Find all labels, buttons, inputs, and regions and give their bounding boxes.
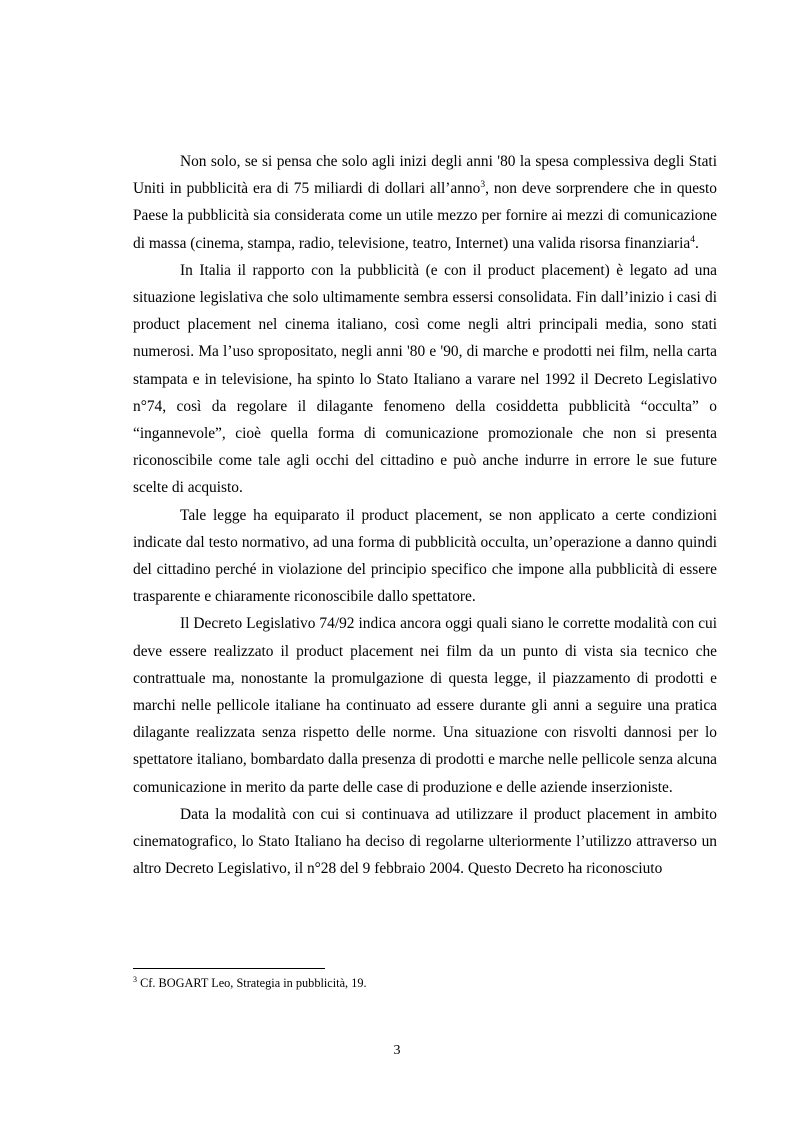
footnote (133, 975, 717, 991)
paragraph-1-text-a: Non solo, se si pensa che solo agli inizi degli anni '80 la spesa complessiva degli Stati Uniti in pubblicità era di 75 miliardi di dollari all’anno (133, 153, 717, 198)
page-number: 3 (393, 1043, 401, 1058)
paragraph-1-text-c: . (695, 234, 699, 252)
paragraph-1 (133, 148, 717, 257)
body-text (133, 148, 717, 882)
footnote-ref-4[interactable]: 4 (690, 234, 696, 245)
footnote-separator (133, 968, 325, 969)
paragraph-4: Il Decreto Legislativo 74/92 indica ancora oggi quali siano le corrette modalità con cui deve essere realizzato il product placement nei film da un punto di vista sia tecnico che contrattuale ma, nonostante la promulgazione di questa legge, il piazzamento di prodotti e marchi nelle pellicole italiane ha continuato ad essere durante gli anni a seguire una pratica dilagante realizzata senza rispetto delle norme. Una situazione con risvolti dannosi per lo spettatore italiano, bombardato dalla presenza di prodotti e marche nelle pellicole senza alcuna comunicazione in merito da parte delle case di produzione e delle aziende inserzioniste. (133, 615, 717, 796)
paragraph-5: Data la modalità con cui si continuava ad utilizzare il product placement in ambito cinematografico, lo Stato Italiano ha deciso di regolarne ulteriormente l’utilizzo attraverso un altro Decreto Legislativo, il n°28 del 9 febbraio 2004. Questo Decreto ha riconosciuto (133, 805, 717, 878)
paragraph-2: In Italia il rapporto con la pubblicità (e con il product placement) è legato ad una situazione legislativa che solo ultimamente sembra essersi consolidata. Fin dall’inizio i casi di product placement nel cinema italiano, così come negli altri principali media, sono stati numerosi. Ma l’uso spropositato, negli anni '80 e '90, di marche e prodotti nei film, nella carta stampata e in televisione, ha spinto lo Stato Italiano a varare nel 1992 il Decreto Legislativo n°74, così da regolare il dilagante fenomeno della cosiddetta pubblicità “occulta” o “ingannevole”, cioè quella forma di comunicazione promozionale che non si presenta riconoscibile come tale agli occhi del cittadino e può anche indurre in errore le sue future scelte di acquisto. (133, 261, 717, 497)
footnote-mark: 3 (133, 974, 137, 984)
paragraph-3: Tale legge ha equiparato il product placement, se non applicato a certe condizioni indicate dal testo normativo, ad una forma di pubblicità occulta, un’operazione a danno quindi del cittadino perché in violazione del principio specifico che impone alla pubblicità di essere trasparente e chiaramente riconoscibile dallo spettatore. (133, 506, 717, 606)
footnote-text: Cf. BOGART Leo, Strategia in pubblicità, 19. (137, 976, 367, 990)
footnote-ref-3[interactable]: 3 (480, 180, 486, 191)
paragraph-1-text-b: , non deve sorprendere che in questo Paese la pubblicità sia considerata come un utile mezzo per fornire ai mezzi di comunicazione di massa (cinema, stampa, radio, televisione, teatro, Internet) una valida risorsa finanziaria (133, 180, 717, 252)
